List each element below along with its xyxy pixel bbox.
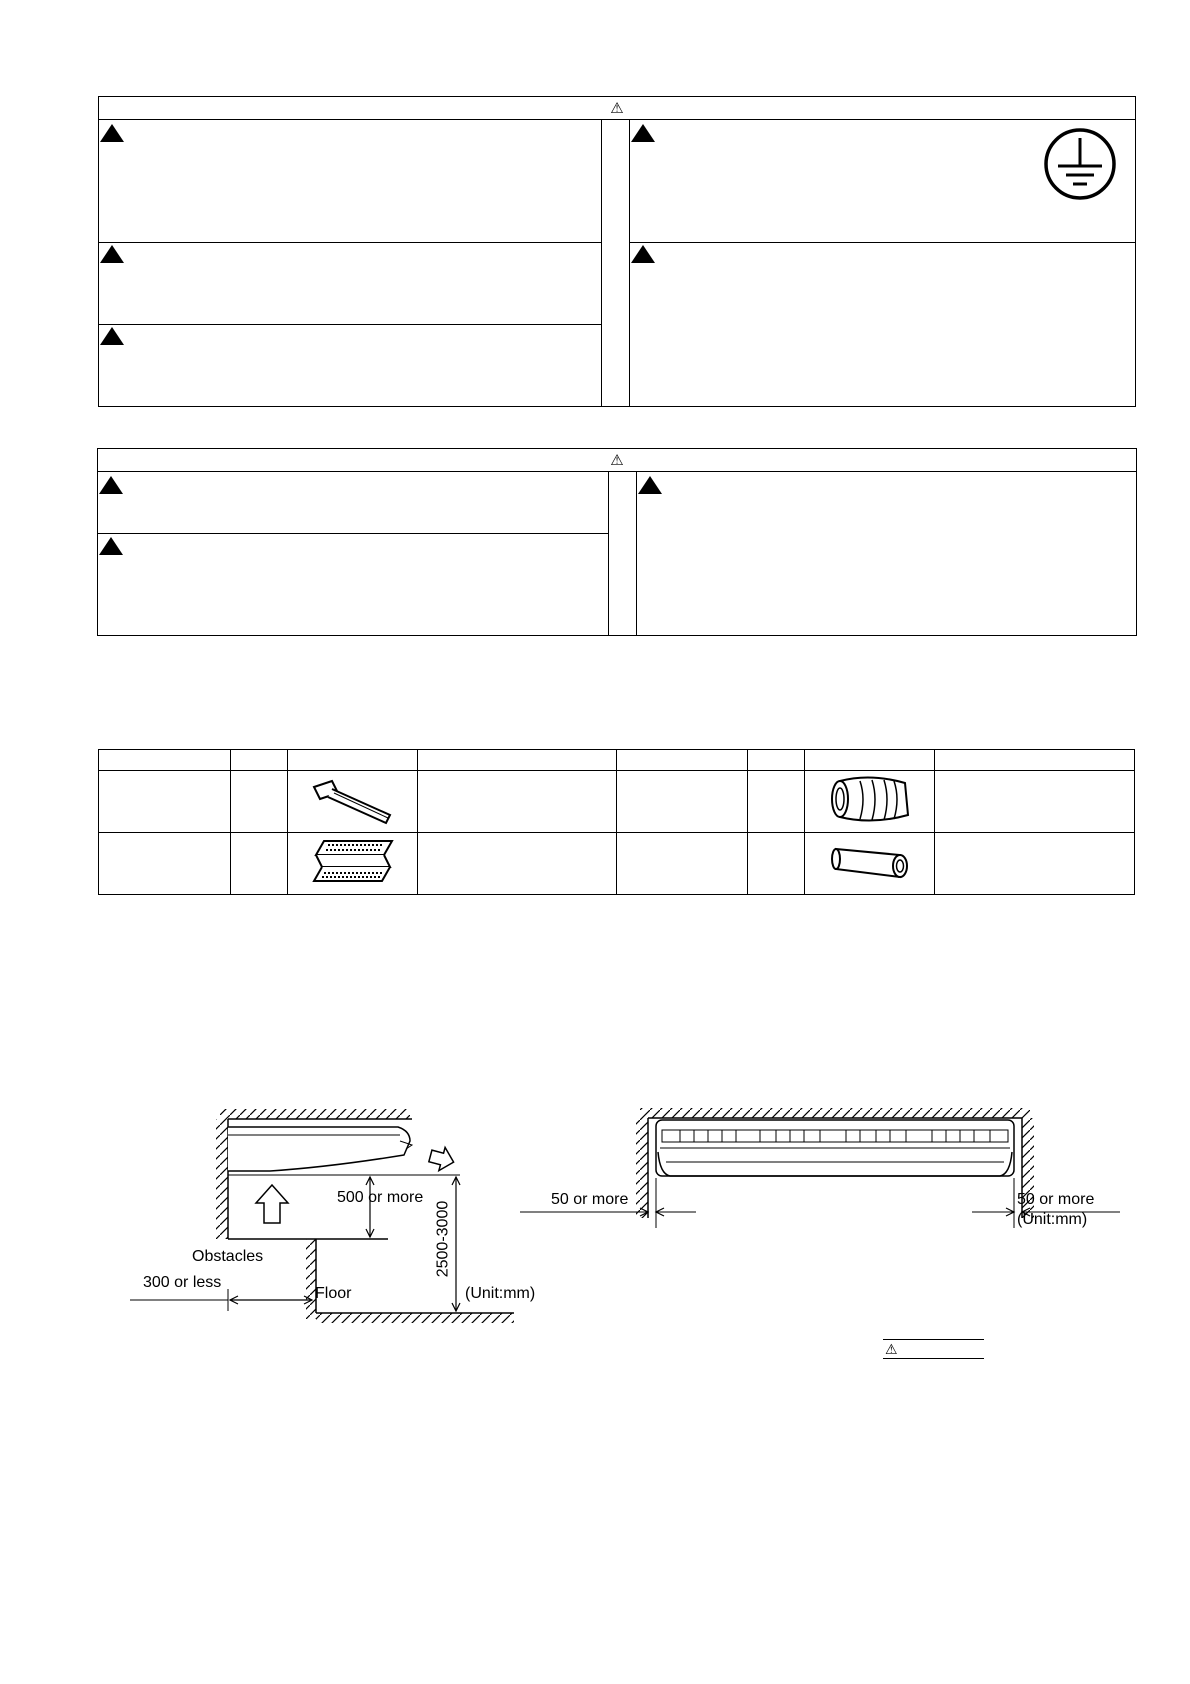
table-icon-cell	[287, 771, 417, 833]
caution-divider-left	[608, 472, 609, 636]
caution-box	[97, 448, 1137, 636]
table-icon-cell	[287, 833, 417, 895]
table-icon-cell	[805, 833, 935, 895]
warning-row-line	[98, 324, 602, 325]
clearance-below-label: 500 or more	[337, 1189, 424, 1206]
small-warning-marker	[883, 1339, 984, 1359]
table-icon-cell	[805, 771, 935, 833]
pipe-icon	[820, 833, 920, 889]
ground-symbol-icon	[1042, 126, 1118, 202]
obstacle-distance-label: 300 or less	[143, 1274, 222, 1291]
caution-triangle-icon	[638, 476, 662, 494]
small-warning-icon: ⚠	[885, 1341, 898, 1357]
caution-header	[97, 448, 1137, 472]
height-range-label: 2500-3000	[434, 1200, 452, 1278]
table-header-cell	[617, 750, 748, 771]
warning-row-line	[629, 242, 1136, 243]
caution-triangle-icon	[99, 476, 123, 494]
table-header-cell	[287, 750, 417, 771]
warning-divider-right	[629, 120, 630, 407]
table-header-cell	[805, 750, 935, 771]
warning-box	[98, 96, 1136, 407]
table-header-cell	[417, 750, 617, 771]
caution-triangle-icon	[99, 537, 123, 555]
warning-row-line	[98, 242, 602, 243]
front-unit-label: (Unit:mm)	[1017, 1211, 1088, 1228]
floor-label: Floor	[315, 1285, 352, 1302]
warning-triangle-icon	[100, 124, 124, 142]
warning-header	[98, 96, 1136, 120]
right-clearance-label: 50 or more	[1017, 1191, 1095, 1208]
table-row	[99, 771, 1135, 833]
drain-hose-insulation-icon	[820, 771, 920, 827]
side-unit-label: (Unit:mm)	[465, 1285, 536, 1302]
warning-divider-left	[601, 120, 602, 407]
accessories-table	[98, 749, 1135, 895]
left-clearance-label: 50 or more	[551, 1191, 629, 1208]
table-header-row	[99, 750, 1135, 771]
caution-header-icon: ⚠	[610, 451, 624, 469]
warning-triangle-icon	[100, 327, 124, 345]
obstacles-label: Obstacles	[192, 1248, 264, 1265]
wrench-tool-icon	[302, 771, 402, 827]
caution-divider-right	[636, 472, 637, 636]
warning-triangle-icon	[100, 245, 124, 263]
table-header-cell	[748, 750, 805, 771]
caution-row-line	[97, 533, 609, 534]
warning-triangle-icon	[631, 124, 655, 142]
table-header-cell	[935, 750, 1135, 771]
warning-triangle-icon	[631, 245, 655, 263]
mounting-bracket-icon	[302, 833, 402, 889]
warning-header-icon: ⚠	[610, 99, 624, 117]
table-header-cell	[99, 750, 231, 771]
table-row	[99, 833, 1135, 895]
table-header-cell	[230, 750, 287, 771]
